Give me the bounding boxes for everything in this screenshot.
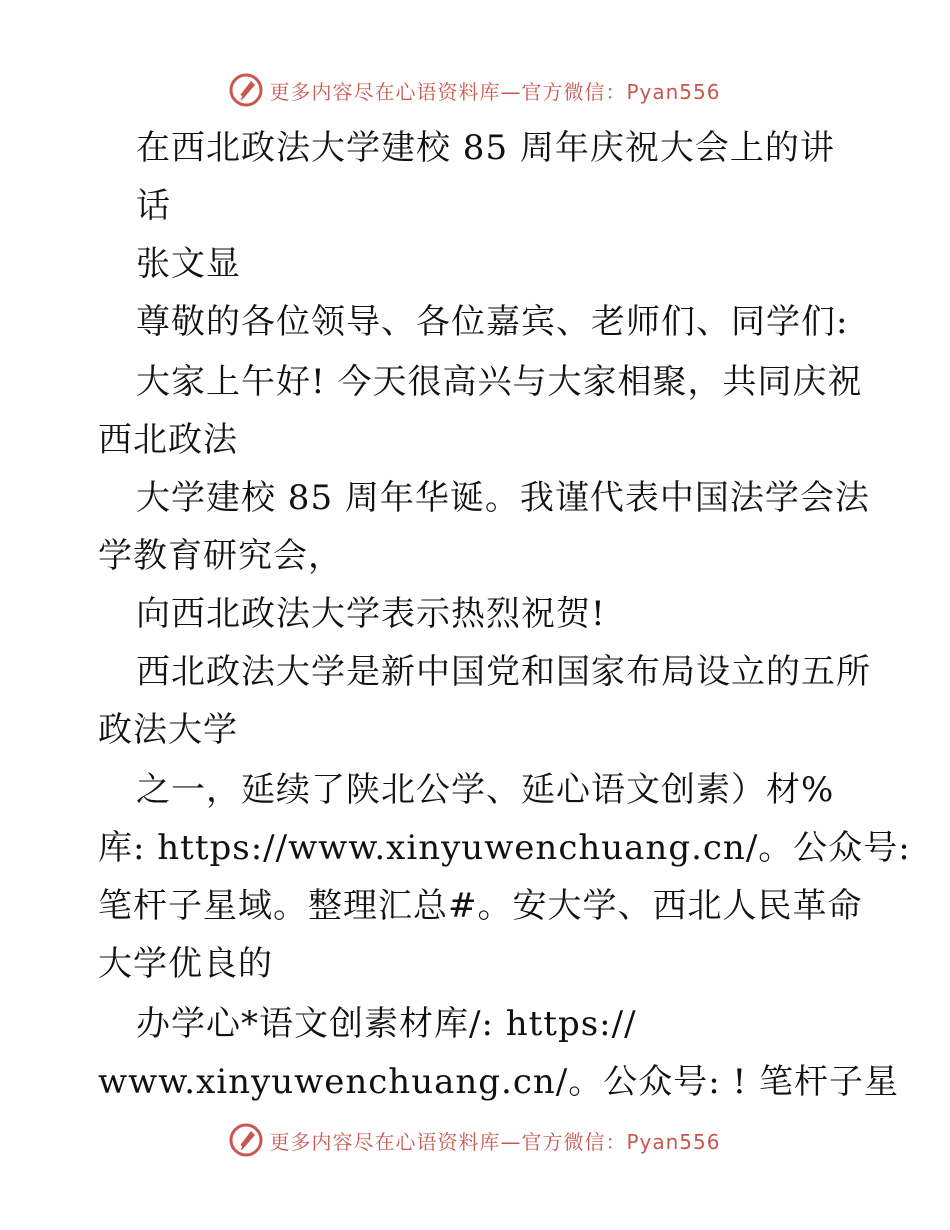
watermark-header (0, 70, 950, 110)
text-line: 尊敬的各位领导、各位嘉宾、老师们、同学们: (136, 302, 849, 342)
text-line: www.xinyuwenchuang.cn/。公众号: ! 笔杆子星 (98, 1062, 899, 1102)
watermark-text: 更多内容尽在心语资料库—官方微信：Pyan556 (269, 1129, 721, 1154)
text-line: 学教育研究会， (98, 536, 343, 576)
watermark-footer (0, 1120, 950, 1160)
text-line: 在西北政法大学建校 85 周年庆祝大会上的讲 (136, 128, 835, 168)
text-line: 西北政法 (98, 420, 238, 460)
text-line: 向西北政法大学表示热烈祝贺! (136, 594, 606, 634)
text-line: 张文显 (136, 244, 241, 284)
watermark-text: 更多内容尽在心语资料库—官方微信：Pyan556 (269, 79, 721, 104)
pen-logo-icon (229, 1123, 263, 1157)
text-line: 话 (136, 186, 171, 226)
pen-logo-icon (229, 73, 263, 107)
text-line: 库: https://www.xinyuwenchuang.cn/。公众号: (98, 828, 911, 868)
text-line: 大家上午好! 今天很高兴与大家相聚，共同庆祝 (136, 362, 863, 402)
text-line: 办学心*语文创素材库/: https:// (136, 1004, 637, 1044)
text-line: 政法大学 (98, 710, 238, 750)
text-line: 大学优良的 (98, 944, 273, 984)
text-line: 之一，延续了陕北公学、延心语文创素）材% (136, 770, 835, 810)
text-line: 西北政法大学是新中国党和国家布局设立的五所 (136, 652, 871, 692)
text-line: 大学建校 85 周年华诞。我谨代表中国法学会法 (136, 478, 870, 518)
text-line: 笔杆子星域。整理汇总#。安大学、西北人民革命 (98, 886, 863, 926)
